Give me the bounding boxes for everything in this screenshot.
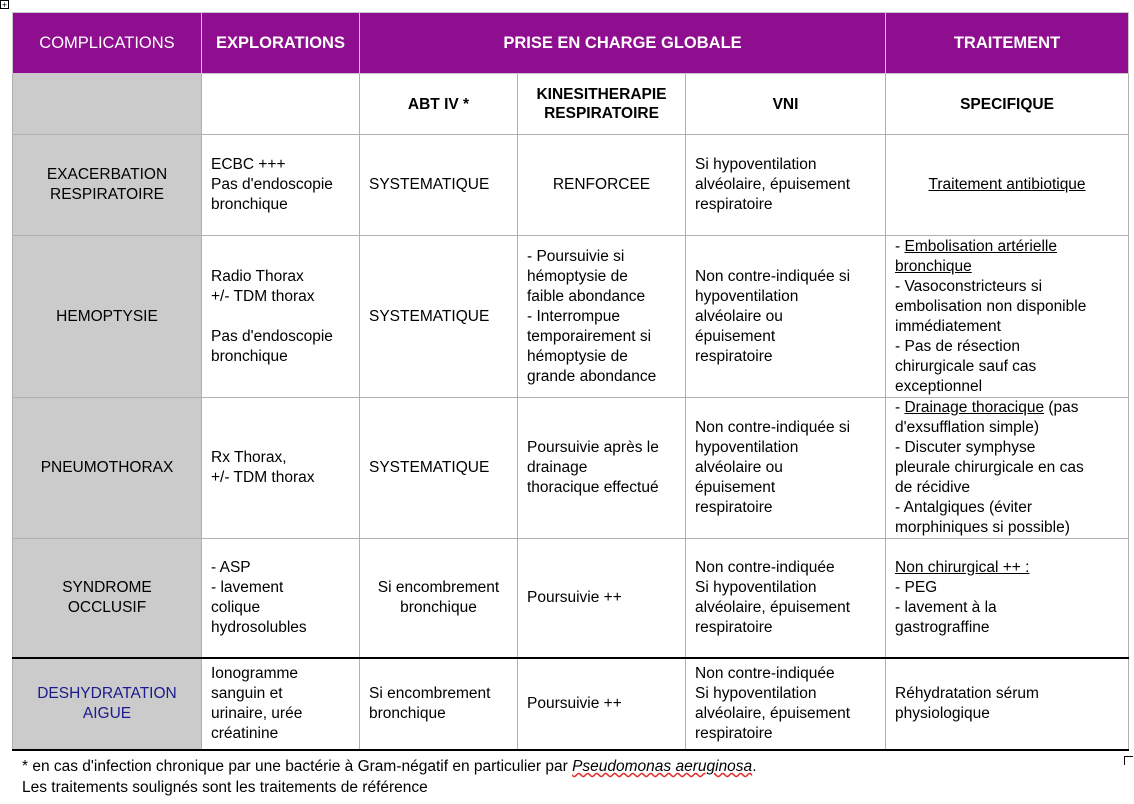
row-vni: Non contre-indiquée si hypoventilation alvéolaire ou épuisement respiratoire xyxy=(686,236,886,398)
row-traitement: Traitement antibiotique xyxy=(886,135,1129,236)
row-abt: Si encombrement bronchique xyxy=(360,539,518,658)
row-vni: Non contre-indiquée Si hypoventilation alvéolaire, épuisement respiratoire xyxy=(686,539,886,658)
header-row xyxy=(13,13,1129,74)
row-vni: Non contre-indiquée Si hypoventilation alvéolaire, épuisement respiratoire xyxy=(686,658,886,750)
row-name: DESHYDRATATION AIGUE xyxy=(13,658,202,750)
row-kine: Poursuivie après le drainage thoracique effectué xyxy=(518,398,686,539)
subheader-kine-line1: KINESITHERAPIE xyxy=(536,86,667,103)
row-kine: Poursuivie ++ xyxy=(518,658,686,750)
header-prise-en-charge: PRISE EN CHARGE GLOBALE xyxy=(360,13,886,74)
subheader-kine xyxy=(518,74,686,135)
complications-table xyxy=(12,12,1129,751)
subheader-abt: ABT IV * xyxy=(360,74,518,135)
row-explorations: ECBC +++ Pas d'endoscopie bronchique xyxy=(202,135,360,236)
footnote-line2: Les traitements soulignés sont les traitements de référence xyxy=(22,779,428,796)
row-traitement: Non chirurgical ++ : - PEG - lavement à la gastrograffine xyxy=(886,539,1129,658)
row-name: EXACERBATION RESPIRATOIRE xyxy=(13,135,202,236)
table-move-handle[interactable]: + xyxy=(1,0,8,10)
table-row xyxy=(13,135,1129,236)
row-vni: Non contre-indiquée si hypoventilation alvéolaire ou épuisement respiratoire xyxy=(686,398,886,539)
row-name: HEMOPTYSIE xyxy=(13,236,202,398)
row-traitement: Réhydratation sérum physiologique xyxy=(886,658,1129,750)
header-complications: COMPLICATIONS xyxy=(13,13,202,74)
table-row xyxy=(13,658,1129,750)
row-explorations: Radio Thorax +/- TDM thorax Pas d'endoscopie bronchique xyxy=(202,236,360,398)
header-explorations: EXPLORATIONS xyxy=(202,13,360,74)
row-explorations: - ASP - lavement colique hydrosolubles xyxy=(202,539,360,658)
row-kine: Poursuivie ++ xyxy=(518,539,686,658)
footnote xyxy=(22,756,757,798)
row-traitement: - Drainage thoracique (pas d'exsufflation simple) - Discuter symphyse pleurale chirurgicale en cas de récidive - Antalgiques (éviter morphiniques si possible) xyxy=(886,398,1129,539)
header-traitement: TRAITEMENT xyxy=(886,13,1129,74)
table-row xyxy=(13,539,1129,658)
footnote-line1: * en cas d'infection chronique par une bactérie à Gram-négatif en particulier par Pseudomonas aeruginosa. xyxy=(22,758,757,775)
subheader-specifique: SPECIFIQUE xyxy=(886,74,1129,135)
row-explorations: Ionogramme sanguin et urinaire, urée créatinine xyxy=(202,658,360,750)
row-name: PNEUMOTHORAX xyxy=(13,398,202,539)
row-abt: SYSTEMATIQUE xyxy=(360,398,518,539)
subheader-row xyxy=(13,74,1129,135)
row-name: SYNDROME OCCLUSIF xyxy=(13,539,202,658)
row-explorations: Rx Thorax, +/- TDM thorax xyxy=(202,398,360,539)
row-abt: SYSTEMATIQUE xyxy=(360,135,518,236)
subheader-empty xyxy=(202,74,360,135)
table-row xyxy=(13,398,1129,539)
row-kine: - Poursuivie si hémoptysie de faible abondance - Interrompue temporairement si hémoptysie de grande abondance xyxy=(518,236,686,398)
subheader-empty-side xyxy=(13,74,202,135)
table-end-marker xyxy=(1124,756,1133,765)
row-vni: Si hypoventilation alvéolaire, épuisement respiratoire xyxy=(686,135,886,236)
subheader-vni: VNI xyxy=(686,74,886,135)
subheader-kine-line2: RESPIRATOIRE xyxy=(544,105,659,122)
row-kine: RENFORCEE xyxy=(518,135,686,236)
table-row xyxy=(13,236,1129,398)
row-abt: SYSTEMATIQUE xyxy=(360,236,518,398)
row-abt: Si encombrement bronchique xyxy=(360,658,518,750)
row-traitement: - Embolisation artérielle bronchique - Vasoconstricteurs si embolisation non disponible immédiatement - Pas de résection chirurgicale sauf cas exceptionnel xyxy=(886,236,1129,398)
